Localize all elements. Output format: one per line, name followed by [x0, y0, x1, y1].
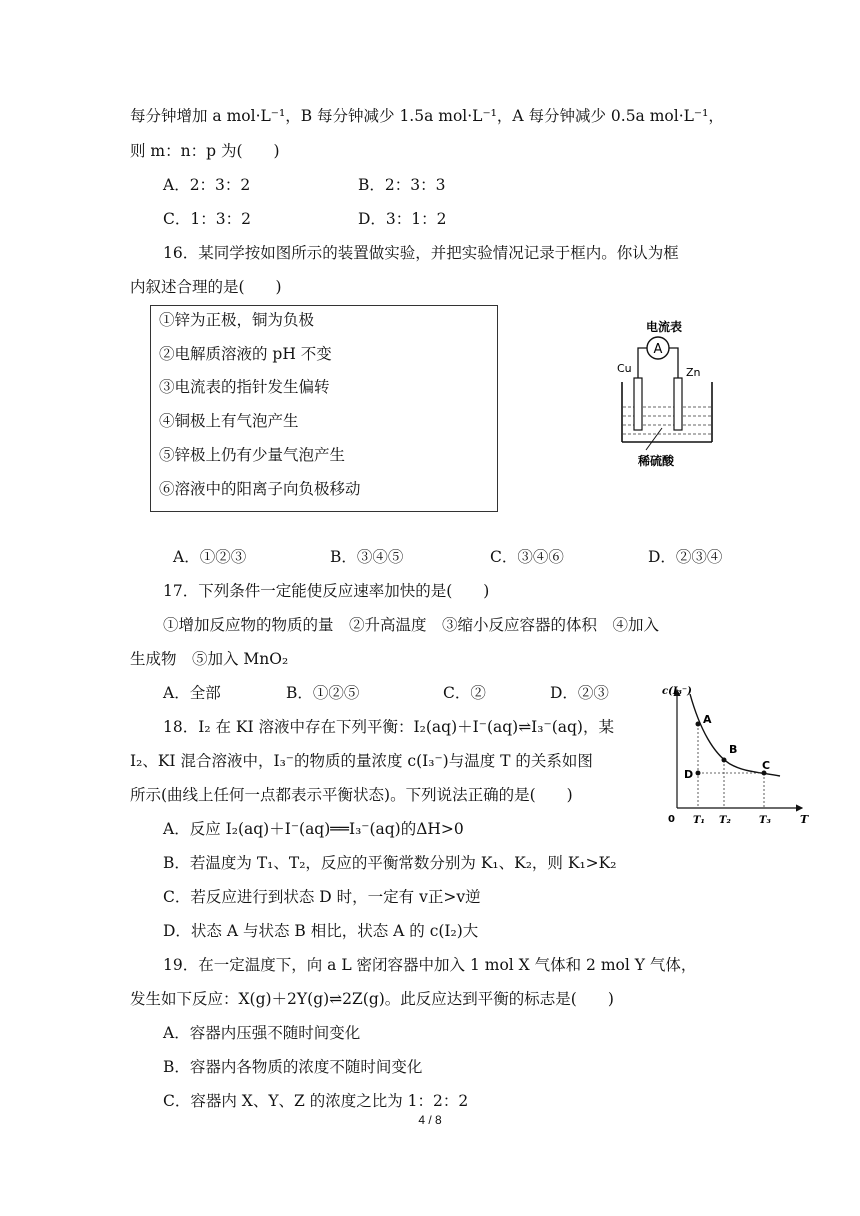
q15-line1: 每分钟增加 a mol·L⁻¹，B 每分钟减少 1.5a mol·L⁻¹，A 每分钟减少 0.5a mol·L⁻¹，	[130, 107, 724, 125]
q16-stem-line2: 内叙述合理的是( )	[130, 278, 282, 296]
q17-option-d: D．②③	[550, 684, 609, 702]
left-wire	[638, 348, 647, 378]
q16-stem-line1: 16．某同学按如图所示的装置做实验，并把实验情况记录于框内。你认为框	[163, 244, 679, 262]
solution-label: 稀硫酸	[638, 454, 675, 468]
ammeter-label: 电流表	[645, 320, 683, 334]
q18-option-b: B．若温度为 T₁、T₂，反应的平衡常数分别为 K₁、K₂，则 K₁>K₂	[163, 854, 617, 872]
point-d-marker	[696, 771, 701, 776]
q16-box-item-3: ③电流表的指针发生偏转	[159, 378, 330, 396]
q17-option-c: C．②	[443, 684, 486, 702]
zn-label: Zn	[686, 366, 701, 379]
point-c-label: C	[762, 759, 771, 772]
q15-option-a: A．2：3：2	[163, 176, 251, 194]
solution-pointer	[646, 428, 662, 450]
zn-electrode	[674, 378, 682, 430]
q19-option-a: A．容器内压强不随时间变化	[163, 1024, 361, 1042]
q15-option-c: C．1：3：2	[163, 210, 251, 228]
q18-line2: I₂、KI 混合溶液中，I₃⁻的物质的量浓度 c(I₃⁻)与温度 T 的关系如图	[130, 752, 593, 770]
q16-box-item-5: ⑤锌极上仍有少量气泡产生	[159, 446, 346, 464]
q18-option-a: A．反应 I₂(aq)＋I⁻(aq)══I₃⁻(aq)的ΔH>0	[163, 820, 464, 838]
point-a-label: A	[703, 713, 712, 726]
q17-option-b: B．①②⑤	[286, 684, 360, 702]
q16-statement-box	[150, 305, 498, 512]
galvanic-cell-diagram	[600, 310, 730, 480]
q18-option-d: D．状态 A 与状态 B 相比，状态 A 的 c(I₂)大	[163, 922, 479, 940]
q19-line1: 19．在一定温度下，向 a L 密闭容器中加入 1 mol X 气体和 2 mol Y 气体，	[163, 956, 697, 974]
q19-line2: 发生如下反应：X(g)＋2Y(g)⇌2Z(g)。此反应达到平衡的标志是( )	[130, 990, 614, 1008]
q17-option-a: A．全部	[163, 684, 221, 702]
equilibrium-graph	[662, 680, 812, 830]
point-d-label: D	[684, 768, 694, 781]
q16-box-item-6: ⑥溶液中的阳离子向负极移动	[159, 480, 361, 498]
guide-lines	[698, 724, 764, 808]
q15-option-b: B．2：3：3	[358, 176, 446, 194]
q15-option-d: D．3：1：2	[358, 210, 447, 228]
q17-conditions-line2: 生成物 ⑤加入 MnO₂	[130, 650, 289, 668]
q16-box-item-1: ①锌为正极，铜为负极	[159, 311, 315, 329]
q17-stem: 17．下列条件一定能使反应速率加快的是( )	[163, 582, 490, 600]
q16-option-d: D．②③④	[648, 548, 723, 566]
x-axis-label: T	[800, 813, 809, 826]
page-number: 4 / 8	[418, 1113, 442, 1127]
q19-option-c: C．容器内 X、Y、Z 的浓度之比为 1：2：2	[163, 1092, 469, 1110]
ammeter-symbol: A	[653, 342, 663, 357]
q18-option-c: C．若反应进行到状态 D 时，一定有 v正>v逆	[163, 888, 481, 906]
q18-line1: 18．I₂ 在 KI 溶液中存在下列平衡：I₂(aq)＋I⁻(aq)⇌I₃⁻(aq)，某	[163, 718, 614, 736]
q16-option-c: C．③④⑥	[490, 548, 564, 566]
q17-conditions-line1: ①增加反应物的物质的量 ②升高温度 ③缩小反应容器的体积 ④加入	[163, 616, 660, 634]
tick-t3: T₃	[759, 815, 771, 826]
cu-electrode	[634, 378, 642, 430]
q15-line2: 则 m：n：p 为( )	[130, 142, 280, 160]
right-wire	[669, 348, 678, 378]
tick-t1: T₁	[693, 815, 705, 826]
point-b-label: B	[729, 743, 738, 756]
origin-label: 0	[668, 814, 675, 825]
q16-option-a: A．①②③	[173, 548, 247, 566]
q19-option-b: B．容器内各物质的浓度不随时间变化	[163, 1058, 423, 1076]
point-a-marker	[696, 722, 701, 727]
q16-box-item-4: ④铜极上有气泡产生	[159, 412, 299, 430]
cu-label: Cu	[617, 362, 632, 375]
point-b-marker	[722, 758, 727, 763]
q16-option-b: B．③④⑤	[330, 548, 404, 566]
q16-box-item-2: ②电解质溶液的 pH 不变	[159, 345, 332, 363]
q18-line3: 所示(曲线上任何一点都表示平衡状态)。下列说法正确的是( )	[130, 786, 573, 804]
tick-t2: T₂	[719, 815, 731, 826]
y-axis-label: c(I₃⁻)	[662, 686, 692, 697]
